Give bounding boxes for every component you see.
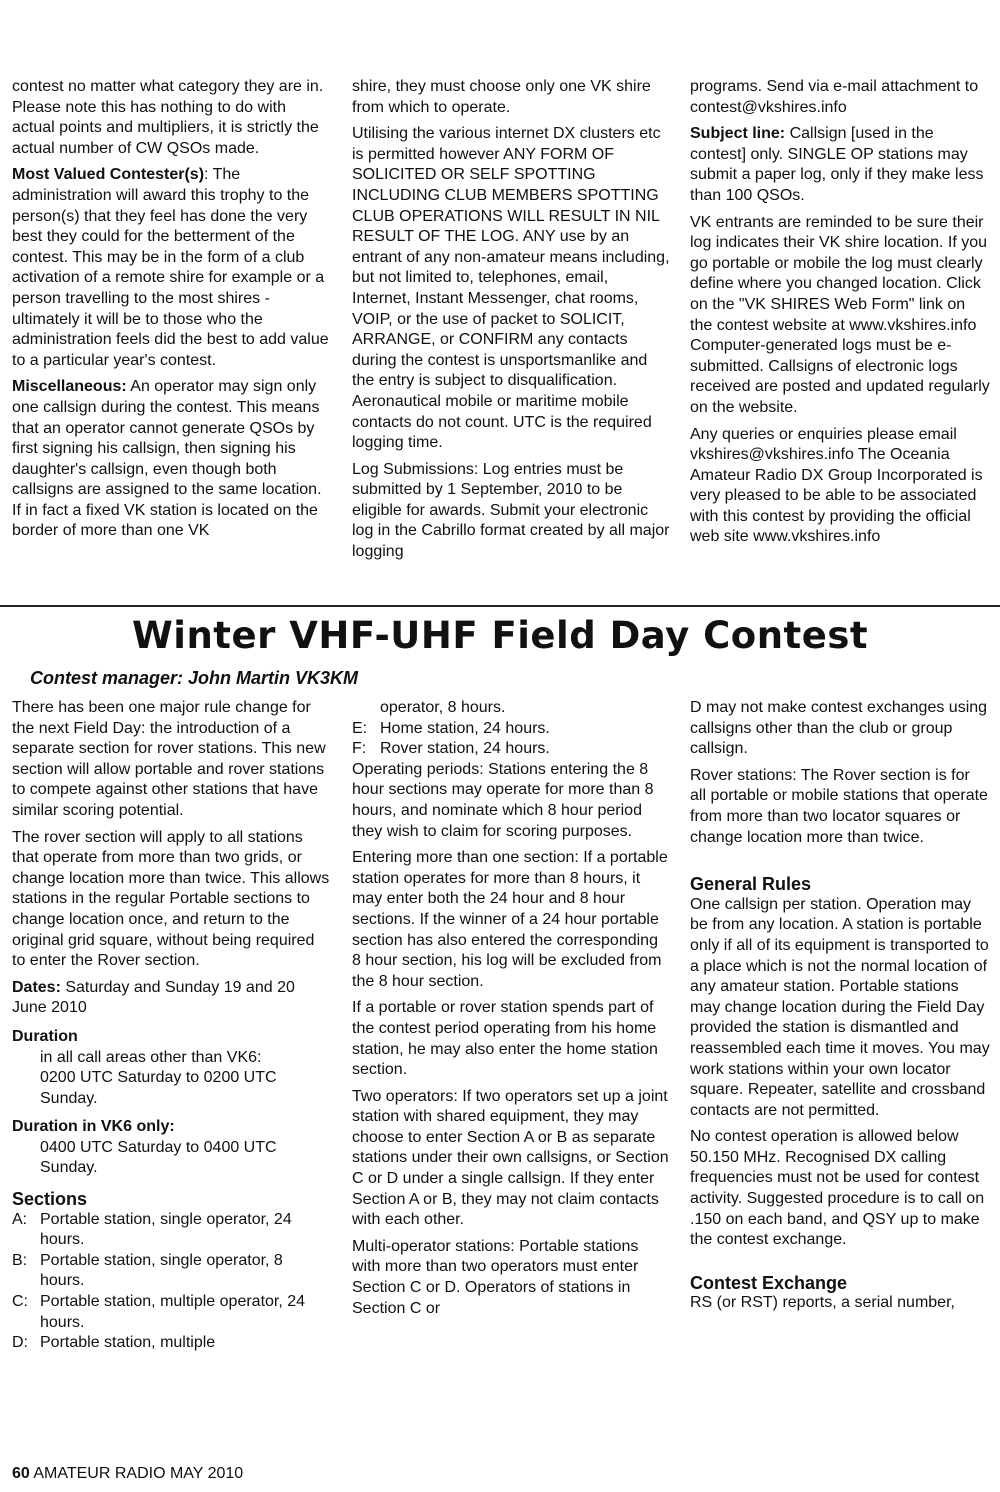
section-key: E: <box>352 719 368 737</box>
paragraph: VK entrants are reminded to be sure their log indicates their VK shire location. If you go portable or mobile the log must clearly define where you changed location. Click on the "VK SHIRES Web Form" link on the contest website at www.vkshires.info Computer-generated logs must be e-submitted. Callsigns of electronic logs received are posted and updated regularly on the website. <box>690 213 990 416</box>
paragraph: Log Submissions: Log entries must be submitted by 1 September, 2010 to be eligible for awards. Submit your electronic log in the Cabrillo format created by all major logging <box>352 460 670 561</box>
paragraph: Two operators: If two operators set up a joint station with shared equipment, they may choose to enter Section A or B as separate stations under their own callsigns, or Section C or D under a single callsign. If they enter Section A or B, they may not claim contacts with each other. <box>352 1087 669 1229</box>
mvc-label: Most Valued Contester(s) <box>12 166 205 184</box>
top-column-3 <box>690 77 990 554</box>
section-item <box>352 739 670 760</box>
section-continuation: operator, 8 hours. <box>380 699 506 716</box>
top-column-1 <box>12 77 330 548</box>
paragraph: Any queries or enquiries please email vkshires@vkshires.info The Oceania Amateur Radio DX Group Incorporated is very pleased to be able to be associated with this contest by providing the official web site www.vkshires.info <box>690 425 983 546</box>
sections-heading: Sections <box>12 1189 88 1210</box>
paragraph: One callsign per station. Operation may be from any location. A station is portable only if all of its equipment is transported to a place which is not the normal location of any amateur station. Portable stations may change location during the Field Day provided the station is dismantled and reassembled each time it moves. You may work stations within your own locator square. Repeater, satellite and crossband contacts are not permitted. <box>690 895 990 1119</box>
dates-label: Dates: <box>12 978 61 996</box>
paragraph: Operating periods: Stations entering the 8 hour sections may operate for more than 8 hours, and nominate which 8 hour period they wish to claim for scoring purposes. <box>352 760 654 840</box>
section-text: Rover station, 24 hours. <box>380 740 550 758</box>
misc-text: An operator may sign only one callsign during the contest. This means that an operator cannot generate QSOs by first signing his callsign, then signing his daughter's callsign, even though both callsigns are assigned to the same location. If in fact a fixed VK station is located on the border of more than one VK <box>12 378 322 540</box>
paragraph: Entering more than one section: If a portable station operates for more than 8 hours, it may enter both the 24 hour and 8 hour sections. If the winner of a 24 hour portable section has also entered the corresponding 8 hour section, his log will be excluded from the 8 hour section. <box>352 849 668 990</box>
paragraph: If a portable or rover station spends part of the contest period operating from his home station, he may also enter the home station section. <box>352 999 658 1079</box>
section-text: Portable station, single operator, 24 hours. <box>40 1210 292 1249</box>
duration-line: in all call areas other than VK6: <box>40 1048 262 1066</box>
page-number: 60 <box>12 1465 30 1482</box>
paragraph: Multi-operator stations: Portable stations with more than two operators must enter Section C or D. Operators of stations in Section C or <box>352 1237 639 1317</box>
section-key: B: <box>12 1251 28 1269</box>
section-item <box>12 1210 330 1251</box>
section-divider <box>0 605 1000 607</box>
page-footer <box>12 1465 243 1483</box>
magazine-name: AMATEUR RADIO MAY 2010 <box>33 1465 244 1482</box>
paragraph: The rover section will apply to all stations that operate from more than two grids, or change location more than twice. This allows stations in the regular Portable sections to change location once, and return to the original grid square, without being required to enter the Rover section. <box>12 828 330 970</box>
article-column-2 <box>352 698 670 1325</box>
paragraph <box>12 978 330 1019</box>
paragraph <box>12 377 330 542</box>
paragraph: contest no matter what category they are in. Please note this has nothing to do with actual points and multipliers, it is strictly the actual number of CW QSOs made. <box>12 78 324 157</box>
contest-exchange-heading: Contest Exchange <box>690 1272 848 1293</box>
article-column-1 <box>12 698 330 1354</box>
section-item <box>352 719 670 740</box>
paragraph: Rover stations: The Rover section is for all portable or mobile stations that operate from more than two locator squares or change location more than twice. <box>690 766 988 846</box>
top-column-2 <box>352 77 670 569</box>
section-key: A: <box>12 1210 28 1228</box>
duration-heading: Duration <box>12 1027 78 1045</box>
subject-label: Subject line: <box>690 125 786 143</box>
duration-line: 0200 UTC Saturday to 0200 UTC Sunday. <box>40 1069 277 1107</box>
duration-vk6-heading: Duration in VK6 only: <box>12 1118 175 1136</box>
subject-text: Callsign [used in the contest] only. SINGLE OP stations may submit a paper log, only if they make less than 100 QSOs. <box>690 125 984 204</box>
section-item <box>12 1292 330 1333</box>
paragraph <box>690 124 990 206</box>
paragraph: There has been one major rule change for the next Field Day: the introduction of a separate section for rover stations. This new section will allow portable and rover stations to compete against other stations that have similar scoring potential. <box>12 699 326 819</box>
duration-vk6-text: 0400 UTC Saturday to 0400 UTC Sunday. <box>40 1138 277 1177</box>
dates-text: Saturday and Sunday 19 and 20 June 2010 <box>12 978 295 1017</box>
paragraph: D may not make contest exchanges using callsigns other than the club or group callsign. <box>690 699 988 758</box>
paragraph: programs. Send via e-mail attachment to contest@vkshires.info <box>690 78 979 116</box>
section-item <box>12 1251 330 1292</box>
article-column-3 <box>690 698 990 1320</box>
section-text: Portable station, multiple <box>40 1334 216 1352</box>
paragraph: Utilising the various internet DX clusters etc is permitted however ANY FORM OF SOLICITED OR SELF SPOTTING INCLUDING CLUB MEMBERS SPOTTING CLUB OPERATIONS WILL RESULT IN NIL RESULT OF THE LOG. ANY use by an entrant of any non-amateur means including, but not limited to, telephones, email, Internet, Instant Messenger, chat rooms, VOIP, or the use of packet to SOLICIT, ARRANGE, or CONFIRM any contacts during the contest is unsportsmanlike and the entry is subject to disqualification. Aeronautical mobile or maritime mobile contacts do not count. UTC is the required logging time. <box>352 125 670 452</box>
contest-manager: Contest manager: John Martin VK3KM <box>30 668 359 688</box>
section-text: Portable station, multiple operator, 24 hours. <box>40 1293 306 1331</box>
section-key: C: <box>12 1293 28 1311</box>
paragraph <box>12 165 330 371</box>
paragraph: No contest operation is allowed below 50.150 MHz. Recognised DX calling frequencies must not be used for contest activity. Suggested procedure is to call on .150 on each band, and QSY up to make the contest exchange. <box>690 1128 985 1249</box>
section-text: Home station, 24 hours. <box>380 719 550 737</box>
article-title: Winter VHF-UHF Field Day Contest <box>131 614 869 657</box>
section-key: F: <box>352 740 367 758</box>
section-key: D: <box>12 1334 28 1352</box>
section-text: Portable station, single operator, 8 hours. <box>40 1251 283 1290</box>
section-item <box>12 1333 330 1354</box>
paragraph: shire, they must choose only one VK shire from which to operate. <box>352 78 651 116</box>
mvc-text: : The administration will award this trophy to the person(s) that they feel has done the very best they could for the betterment of the contest. This may be in the form of a club activation of a remote shire for example or a person travelling to the most shires - ultimately it will be to those who the administration feels did the best to add value to a particular year's contest. <box>12 166 329 369</box>
paragraph: RS (or RST) reports, a serial number, <box>690 1294 955 1312</box>
misc-label: Miscellaneous: <box>12 378 127 396</box>
general-rules-heading: General Rules <box>690 874 812 895</box>
